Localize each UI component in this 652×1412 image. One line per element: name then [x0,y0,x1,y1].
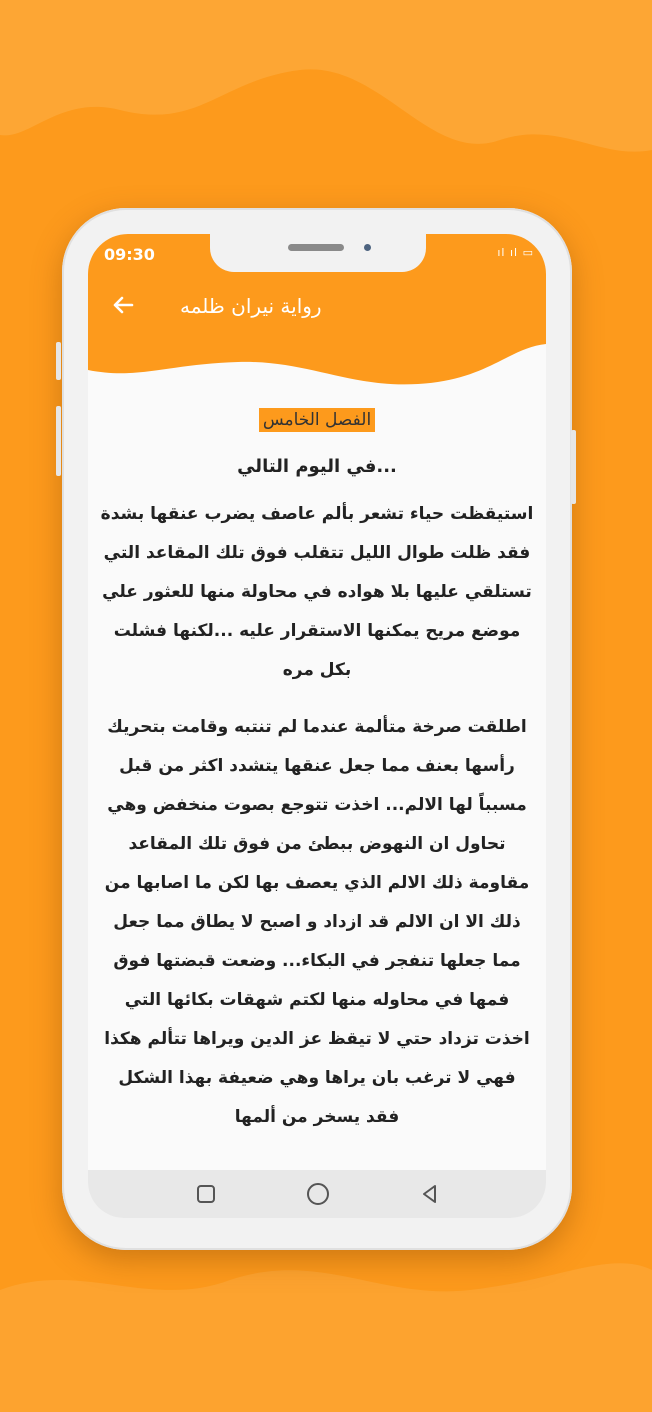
status-bar [88,234,546,272]
paragraph: اطلقت صرخة متألمة عندما لم تنتبه وقامت بتحريك رأسها بعنف مما جعل عنقها يتشدد اكثر من قبل مسبباً لها الالم... اخذت تتوجع بصوت منخفض وهي تحاول ان النهوض ببطئ من فوق تلك المقاعد مقاومة ذلك الالم الذي يعصف بها لكن ما اصابها من ذلك الا ان الالم قد ازداد و اصبح لا يطاق مما جعل مما جعلها تنفجر في البكاء... وضعت قبضتها فوق فمها في محاوله منها لكتم شهقات بكائها التي اخذت تزداد حتي لا تيقظ عز الدين ويراها تتألم هكذا فهي لا ترغب بان يراها وهي ضعيفة بهذا الشكل فقد يسخر من ألمها [104,717,530,1127]
app-bar-wave [88,340,546,392]
phone-side-button [56,406,61,476]
square-recents-icon[interactable] [176,1170,236,1218]
notch [210,234,426,272]
signal-battery-icons: ıl ıl ▭ [497,246,534,259]
chapter-content [88,400,546,1170]
app-bar [88,272,546,344]
camera-icon [364,244,371,251]
circle-home-icon[interactable] [288,1170,348,1218]
navigation-bar [88,1170,546,1218]
chapter-heading: الفصل الخامس [259,408,375,432]
status-time: 09:30 [104,245,155,264]
chapter-subtitle: ...في اليوم التالي [237,456,397,477]
phone-screen [88,234,546,1218]
paragraph: استيقظت حياء تشعر بألم عاصف يضرب عنقها بشدة فقد ظلت طوال الليل تتقلب فوق تلك المقاعد التي تستلقي عليها بلا هواده في محاولة منها للعثور علي موضع مريح يمكنها الاستقرار عليه ...لكنها فشلت بكل مره [100,504,534,680]
phone-side-button [56,342,61,380]
speaker [288,244,344,251]
triangle-back-icon[interactable] [400,1170,460,1218]
phone-side-button [571,430,576,504]
page-title: رواية نيران ظلمه [180,294,322,318]
arrow-back-icon[interactable] [108,290,138,320]
